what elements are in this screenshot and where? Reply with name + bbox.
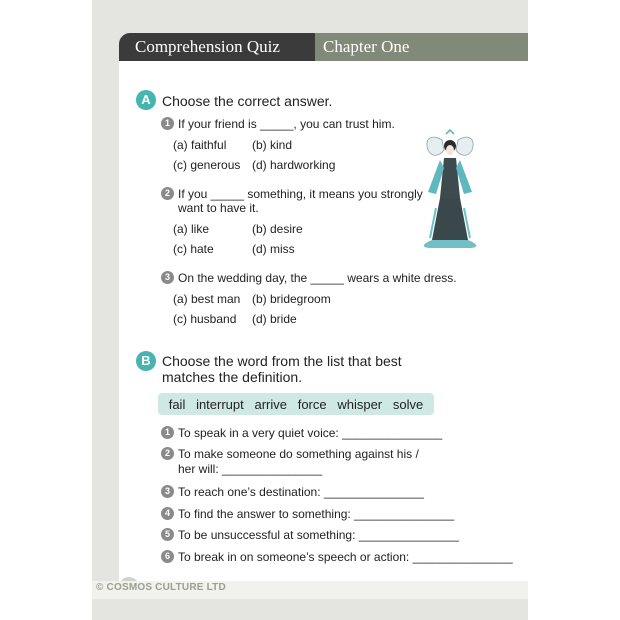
definition-number: 2 — [161, 447, 174, 460]
definition-text[interactable]: To speak in a very quiet voice: _______________ — [178, 426, 443, 440]
word-bank — [158, 393, 434, 415]
question-text: On the wedding day, the _____ wears a white dress. — [178, 271, 457, 285]
word-bank-item: force — [297, 396, 327, 412]
word-bank-item: solve — [392, 396, 424, 412]
definition-text-line1: To make someone do something against his / — [178, 447, 419, 461]
answer-option[interactable]: (d) bride — [252, 312, 297, 326]
definition-text[interactable]: To reach one’s destination: _______________ — [178, 485, 424, 499]
answer-option[interactable]: (b) bridegroom — [252, 292, 331, 306]
definition-text[interactable]: To be unsuccessful at something: _______________ — [178, 528, 459, 542]
definition-number: 5 — [161, 528, 174, 541]
answer-option[interactable]: (c) hate — [173, 242, 214, 256]
question-text-line2: want to have it. — [178, 201, 259, 215]
copyright-footer: © COSMOS CULTURE LTD — [96, 582, 226, 593]
answer-option[interactable]: (d) hardworking — [252, 158, 336, 172]
definition-text[interactable]: To find the answer to something: _______________ — [178, 507, 455, 521]
section-b-badge: B — [136, 351, 156, 371]
word-bank-item: interrupt — [196, 396, 244, 412]
quiz-title: Comprehension Quiz — [119, 33, 315, 61]
answer-option[interactable]: (c) generous — [173, 158, 241, 172]
answer-option[interactable]: (d) miss — [252, 242, 295, 256]
word-bank-item: arrive — [254, 396, 287, 412]
definition-text[interactable]: To break in on someone’s speech or action: _______________ — [178, 550, 513, 564]
answer-option[interactable]: (a) best man — [173, 292, 241, 306]
section-a-badge: A — [136, 90, 156, 110]
question-text-line1: If you _____ something, it means you strongly — [178, 187, 423, 201]
word-bank-item: whisper — [337, 396, 383, 412]
answer-option[interactable]: (c) husband — [173, 312, 237, 326]
definition-number: 4 — [161, 507, 174, 520]
answer-option[interactable]: (b) kind — [252, 138, 293, 152]
definition-number: 6 — [161, 550, 174, 563]
answer-option[interactable]: (a) faithful — [173, 138, 227, 152]
question-number: 3 — [161, 271, 174, 284]
definition-text-line2[interactable]: her will: _______________ — [178, 462, 323, 476]
section-a-title: Choose the correct answer. — [162, 93, 333, 109]
definition-number: 1 — [161, 426, 174, 439]
question-number: 2 — [161, 187, 174, 200]
chapter-title: Chapter One — [315, 33, 528, 61]
definition-number: 3 — [161, 485, 174, 498]
word-bank-item: fail — [168, 396, 186, 412]
woman-in-traditional-dress-icon — [410, 128, 490, 250]
answer-option[interactable]: (b) desire — [252, 222, 303, 236]
question-text: If your friend is _____, you can trust him. — [178, 117, 395, 131]
answer-option[interactable]: (a) like — [173, 222, 210, 236]
section-b-title-line1: Choose the word from the list that best — [162, 353, 402, 369]
question-number: 1 — [161, 117, 174, 130]
section-b-title-line2: matches the definition. — [162, 369, 303, 385]
